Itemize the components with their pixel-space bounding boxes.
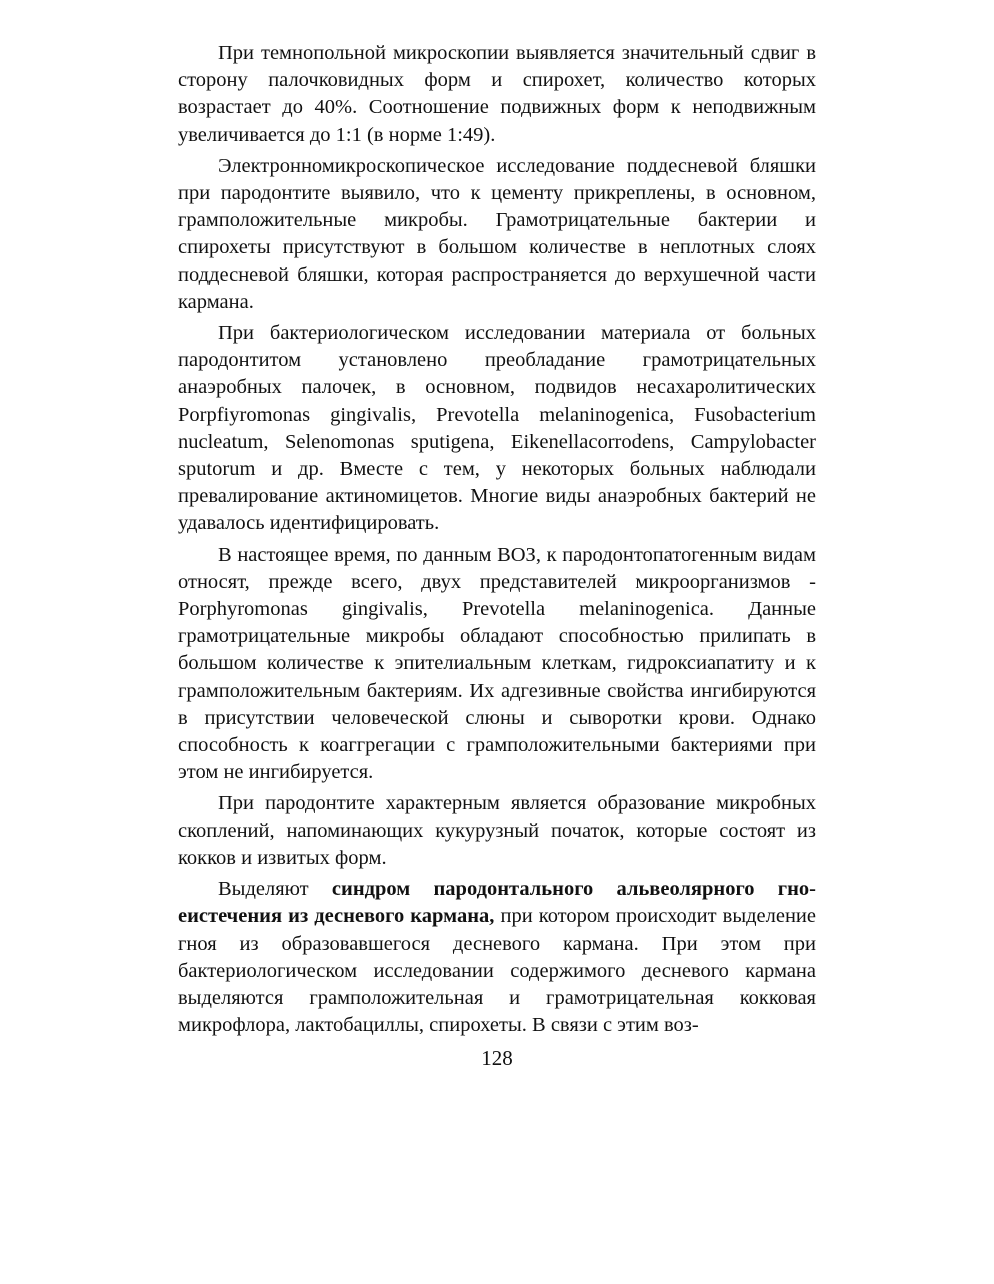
paragraph-electron-microscopy: Электронномикроскопическое исследование поддесневой бляшки при пародонтите выявило, что к цементу прикреплены, в основном, грамположительные микробы. Грамотрицательные бактерии и спирохеты присутствуют в большом количестве в неплотных слоях поддесневой бляшки, которая распространяется до верхушечной части кармана. (178, 154, 816, 313)
page-number: 128 (481, 1046, 513, 1070)
body-text (178, 40, 816, 1043)
bold-term: синдром пародонтального альвеолярного гноеистечения из десневого кармана, (178, 878, 816, 928)
paragraph-intro: Выделяют (218, 878, 332, 901)
paragraph-pus-syndrome (178, 876, 816, 1039)
paragraph-rest: при котором происходит выделение гноя из образовавшегося десневого кармана. При этом при бактериологическом исследовании содержимого десневого кармана выделяются грамположительная и грамотрицательная кокковая микрофлора, лактобациллы, спирохеты. В связи с этим воз- (178, 905, 816, 1037)
paragraph-microbial-clusters: При пародонтите характерным является образование микробных скоплений, напоминающих кукурузный початок, которые состоят из кокков и извитых форм. (178, 792, 816, 869)
paragraph-bacteriological-study: При бактериологическом исследовании материала от больных пародонтитом установлено преобладание грамотрицательных анаэробных палочек, в основном, подвидов несахаролитических Porpfiyromonas gingivalis, Prevotella melaninogenica, Fusobacterium nucleatum, Selenomonas sputigena, Eikenellacorrodens, Campylobacter sputorum и др. Вместе с тем, у некоторых больных наблюдали превалирование актиномицетов. Многие виды анаэробных бактерий не удавалось идентифицировать. (178, 322, 816, 535)
paragraph-dark-field-microscopy: При темнопольной микроскопии выявляется значительный сдвиг в сторону палочковидных форм и спирохет, количество которых возрастает до 40%. Соотношение подвижных форм к неподвижным увеличивается до 1:1 (в норме 1:49). (178, 42, 816, 146)
paragraph-who-data: В настоящее время, по данным ВОЗ, к пародонтопатогенным видам относят, прежде всего, двух представителей микроорганизмов - Porphyromonas gingivalis, Prevotella melaninogenica. Данные грамотрицательные микробы обладают способностью прилипать в большом количестве к эпителиальным клеткам, гидроксиапатиту и к грамположительным бактериям. Их адгезивные свойства ингибируются в присутствии человеческой слюны и сыворотки крови. Однако способность к коаггрегации с грамположительными бактериями при этом не ингибируется. (178, 543, 816, 784)
